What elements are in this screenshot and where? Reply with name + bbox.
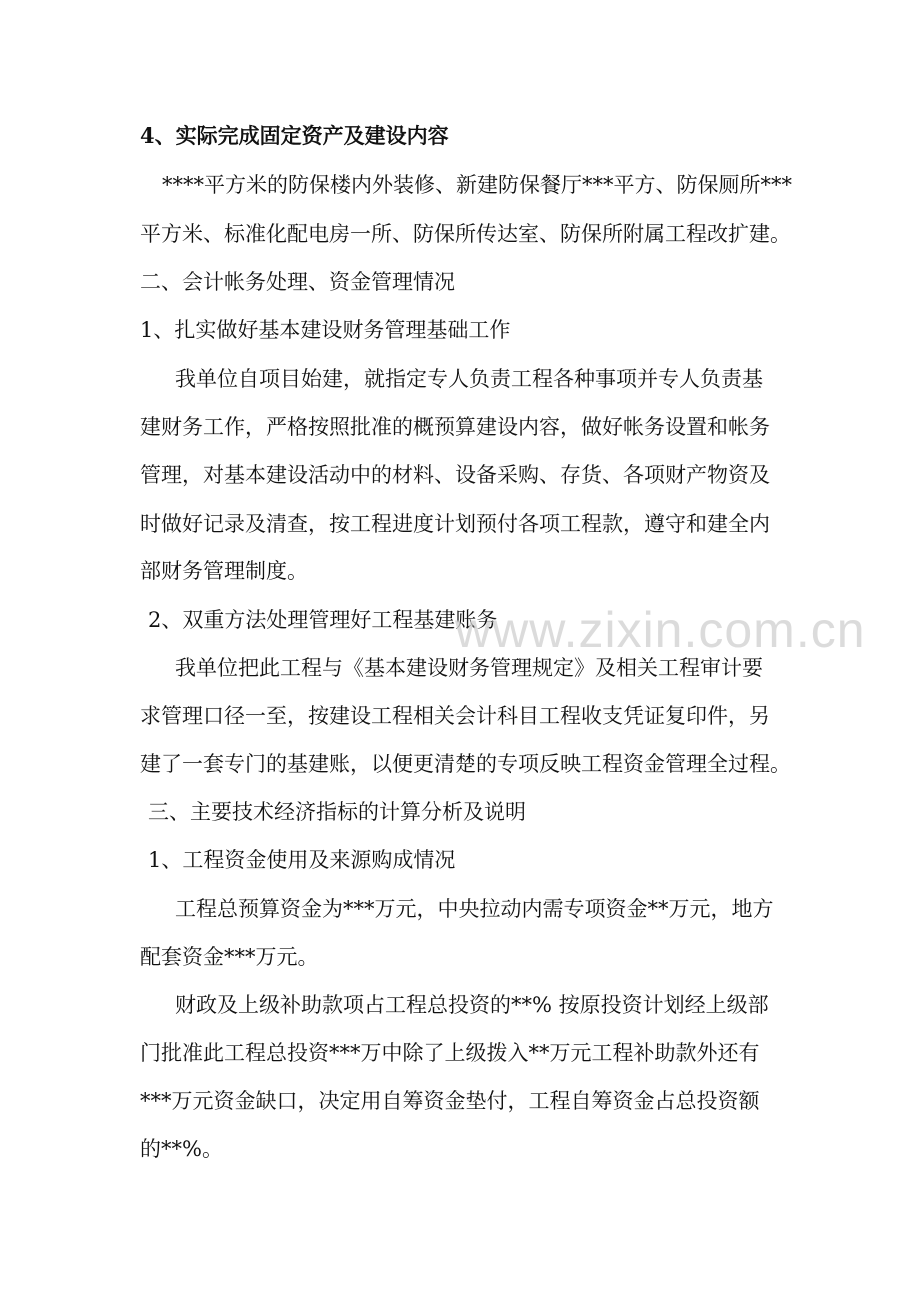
paragraph-line: 求管理口径一至，按建设工程相关会计科目工程收支凭证复印件，另: [140, 704, 770, 728]
paragraph-line: ****平方米的防保楼内外装修、新建防保餐厅***平方、防保厕所***: [162, 173, 792, 197]
heading-fixed-assets: 4、实际完成固定资产及建设内容: [140, 123, 449, 148]
paragraph-line: 财政及上级补助款项占工程总投资的**% 按原投资计划经上级部: [175, 993, 769, 1017]
watermark: www.zixin.com.cn: [455, 602, 866, 658]
paragraph-line: ***万元资金缺口，决定用自筹资金垫付，工程自筹资金占总投资额: [140, 1089, 760, 1113]
paragraph-line: 部财务管理制度。: [140, 559, 308, 583]
paragraph-line: 平方米、标准化配电房一所、防保所传达室、防保所附属工程改扩建。: [140, 222, 791, 246]
subsection-heading: 1、工程资金使用及来源购成情况: [148, 848, 456, 872]
paragraph-line: 配套资金***万元。: [140, 945, 319, 969]
paragraph-line: 建财务工作，严格按照批准的概预算建设内容，做好帐务设置和帐务: [140, 415, 770, 439]
subsection-heading: 1、扎实做好基本建设财务管理基础工作: [140, 318, 511, 342]
paragraph-line: 的**%。: [140, 1137, 223, 1161]
paragraph-line: 我单位自项目始建，就指定专人负责工程各种事项并专人负责基: [175, 367, 763, 391]
paragraph-line: 门批准此工程总投资***万中除了上级拨入**万元工程补助款外还有: [140, 1041, 760, 1065]
section-heading: 二、会计帐务处理、资金管理情况: [140, 270, 455, 294]
paragraph-line: 管理，对基本建设活动中的材料、设备采购、存货、各项财产物资及: [140, 463, 770, 487]
paragraph-line: 建了一套专门的基建账，以便更清楚的专项反映工程资金管理全过程。: [140, 752, 791, 776]
subsection-heading: 2、双重方法处理管理好工程基建账务: [148, 608, 498, 632]
section-heading: 三、主要技术经济指标的计算分析及说明: [148, 800, 526, 824]
paragraph-line: 我单位把此工程与《基本建设财务管理规定》及相关工程审计要: [175, 656, 763, 680]
paragraph-line: 时做好记录及清查，按工程进度计划预付各项工程款，遵守和建全内: [140, 512, 770, 536]
paragraph-line: 工程总预算资金为***万元，中央拉动内需专项资金**万元，地方: [175, 897, 774, 921]
